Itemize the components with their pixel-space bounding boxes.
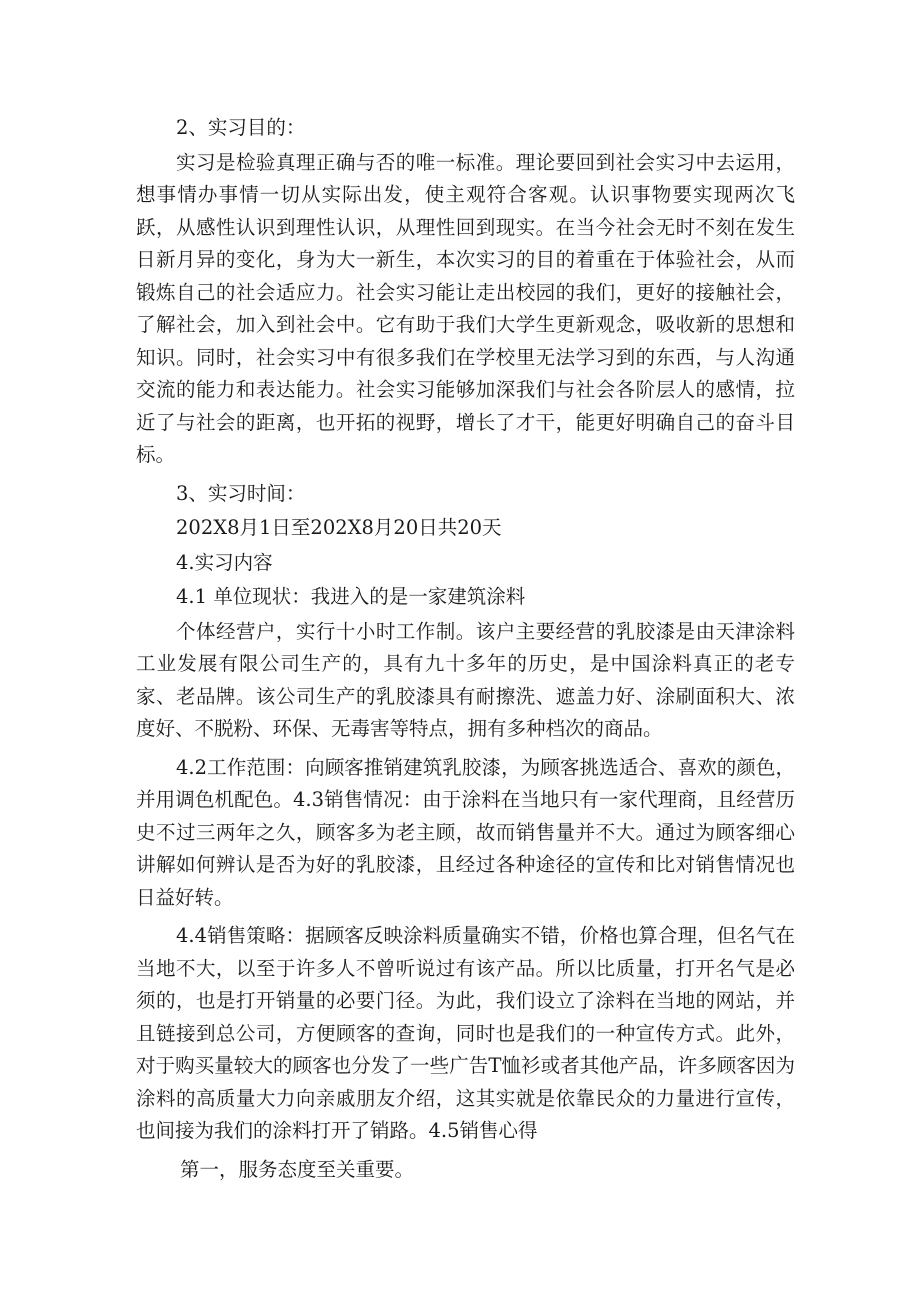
section-3-heading: 3、实习时间：	[176, 481, 306, 505]
section-4-2-body: 4.2工作范围：向顾客推销建筑乳胶漆，为顾客挑选适合、喜欢的颜色，并用调色机配色。4.3销售情况：由于涂料在当地只有一家代理商，且经营历史不过三两年之久，顾客多为老主顾，故而销售量并不大。通过为顾客细心讲解如何辨认是否为好的乳胶漆，且经过各种途径的宣传和比对销售情况也日益好转。	[136, 755, 795, 909]
section-4-4-body: 4.4销售策略：据顾客反映涂料质量确实不错，价格也算合理，但名气在当地不大，以至于许多人不曾听说过有该产品。所以比质量，打开名气是必须的，也是打开销量的必要门径。为此，我们设立了涂料在当地的网站，并且链接到总公司，方便顾客的查询，同时也是我们的一种宣传方式。此外，对于购买量较大的顾客也分发了一些广告T恤衫或者其他产品，许多顾客因为涂料的高质量大力向亲戚朋友介绍，这其实就是依靠民众的力量进行宣传，也间接为我们的涂料打开了销路。4.5销售心得	[136, 924, 795, 1142]
section-3-body: 202X8月1日至202X8月20日共20天	[176, 516, 502, 539]
section-4-1-body: 个体经营户，实行十小时工作制。该户主要经营的乳胶漆是由天津涂料工业发展有限公司生产的，具有九十多年的历史，是中国涂料真正的老专家、老品牌。该公司生产的乳胶漆具有耐擦洗、遮盖力好、涂刷面积大、浓度好、不脱粉、环保、无毒害等特点，拥有多种档次的商品。	[136, 619, 795, 740]
section-2-heading: 2、实习目的：	[176, 116, 306, 139]
first-point: 第一，服务态度至关重要。	[180, 1157, 415, 1181]
section-4-1-heading: 4.1 单位现状：我进入的是一家建筑涂料	[176, 585, 526, 608]
section-4-heading: 4.实习内容	[176, 550, 273, 574]
section-2-body: 实习是检验真理正确与否的唯一标准。理论要回到社会实习中去运用，想事情办事情一切从实际出发，使主观符合客观。认识事物要实现两次飞跃，从感性认识到理性认识，从理性回到现实。在当今社会无时不刻在发生日新月异的变化，身为大一新生，本次实习的目的着重在于体验社会，从而锻炼自己的社会适应力。社会实习能让走出校园的我们，更好的接触社会，了解社会，加入到社会中。它有助于我们大学生更新观念，吸收新的思想和知识。同时，社会实习中有很多我们在学校里无法学习到的东西，与人沟通交流的能力和表达能力。社会实习能够加深我们与社会各阶层人的感情，拉近了与社会的距离，也开拓的视野，增长了才干，能更好明确自己的奋斗目标。	[136, 150, 795, 466]
